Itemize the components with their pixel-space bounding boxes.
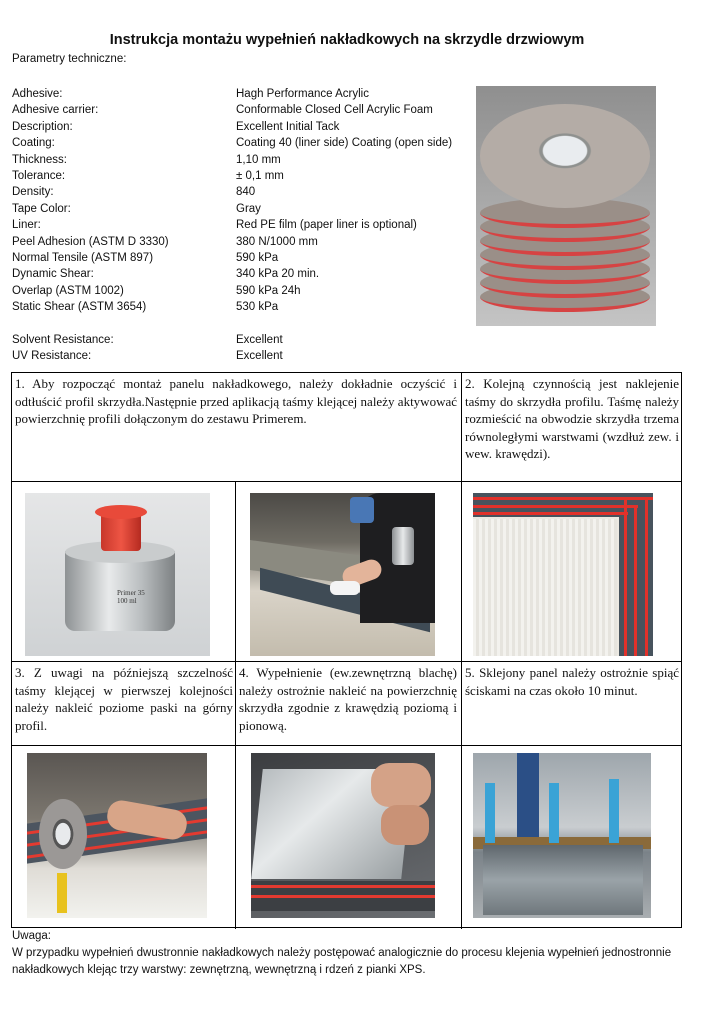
param-label: Density:	[12, 186, 54, 199]
note-text: W przypadku wypełnień dwustronnie nakładkowych należy postępować analogicznie do procesu klejenia wypełnień jednostronnie nakładkowych klejąc trzy warstwy: zewnętrzną, wewnętrzną i rdzeń z pianki XPS.	[12, 947, 672, 976]
param-value: Coating 40 (liner side) Coating (open side)	[236, 137, 453, 150]
primer-can-photo	[25, 493, 210, 656]
tape-roll-photo	[476, 86, 656, 326]
note	[12, 928, 712, 979]
param-value: ± 0,1 mm	[236, 170, 284, 182]
param-value: Gray	[236, 202, 261, 215]
step-5-text: 5. Sklejony panel należy ostrożnie spiąć ściskami na czas około 10 minut.	[465, 665, 679, 698]
step-4-text: 4. Wypełnienie (ew.zewnętrzną blachę) należy ostrożnie nakleić na powierzchnię skrzydła zgodnie z krawędzią poziomą i pionową.	[239, 665, 457, 733]
panel-placement-photo	[251, 753, 435, 918]
param-label: Static Shear (ASTM 3654)	[12, 301, 147, 314]
primer-label: Primer 35 100 ml	[117, 589, 145, 605]
param-label: Liner:	[12, 219, 41, 232]
param-label: Coating:	[12, 137, 55, 150]
param-label: Normal Tensile (ASTM 897)	[12, 252, 154, 264]
param-value: 590 kPa 24h	[236, 284, 301, 297]
param-value: 340 kPa 20 min.	[236, 268, 320, 281]
params-heading: Parametry techniczne:	[12, 53, 127, 65]
param-label: Tape Color:	[12, 202, 71, 215]
param-value: 590 kPa	[236, 252, 279, 264]
brand-logo	[69, 579, 111, 599]
param-value: 1,10 mm	[236, 153, 281, 166]
param-label: Dynamic Shear:	[12, 268, 94, 281]
param-label: Tolerance:	[12, 170, 66, 182]
param-label: Peel Adhesion (ASTM D 3330)	[12, 235, 169, 248]
page-title: Instrukcja montażu wypełnień nakładkowych na skrzydle drzwiowym	[109, 32, 585, 48]
param-value: 380 N/1000 mm	[236, 235, 318, 248]
note-title: Uwaga:	[12, 930, 51, 942]
param-label: Description:	[12, 120, 73, 133]
param-value: Red PE film (paper liner is optional)	[236, 219, 417, 232]
param-label: UV Resistance:	[12, 350, 92, 363]
param-value: Excellent	[236, 334, 283, 346]
taped-frame-photo	[473, 493, 653, 656]
worker-primer-photo	[250, 493, 435, 656]
instruction-table	[11, 372, 682, 928]
step-2-text: 2. Kolejną czynnością jest naklejenie taśmy do skrzydła profilu. Taśmę należy rozmieścić na obwodzie skrzydła trzema równoległymi warstwami (wzdłuż zew. i wew. krawędzi).	[465, 376, 679, 461]
param-label: Thickness:	[12, 153, 67, 166]
step-1-text: 1. Aby rozpocząć montaż panelu nakładkowego, należy dokładnie oczyścić i odtłuścić profil skrzydła.Następnie przed aplikacją taśmy klejącej należy aktywować powierzchnię profili dołączonym do zestawu Primerem.	[15, 376, 457, 426]
param-label: Solvent Resistance:	[12, 334, 114, 346]
param-value: Conformable Closed Cell Acrylic Foam	[236, 104, 433, 117]
step-3-text: 3. Z uwagi na późniejszą szczelność taśmy klejącej w pierwszej kolejności należy nakleić poziome paski na górny profil.	[15, 665, 233, 733]
param-value: Hagh Performance Acrylic	[236, 88, 369, 100]
param-value: 530 kPa	[236, 301, 279, 314]
param-value: Excellent Initial Tack	[236, 120, 340, 133]
param-label: Overlap (ASTM 1002)	[12, 284, 124, 297]
param-label: Adhesive:	[12, 88, 63, 100]
param-label: Adhesive carrier:	[12, 104, 99, 117]
tape-application-photo	[27, 753, 207, 918]
param-value: 840	[236, 186, 256, 199]
param-value: Excellent	[236, 350, 283, 363]
clamping-photo	[473, 753, 651, 918]
